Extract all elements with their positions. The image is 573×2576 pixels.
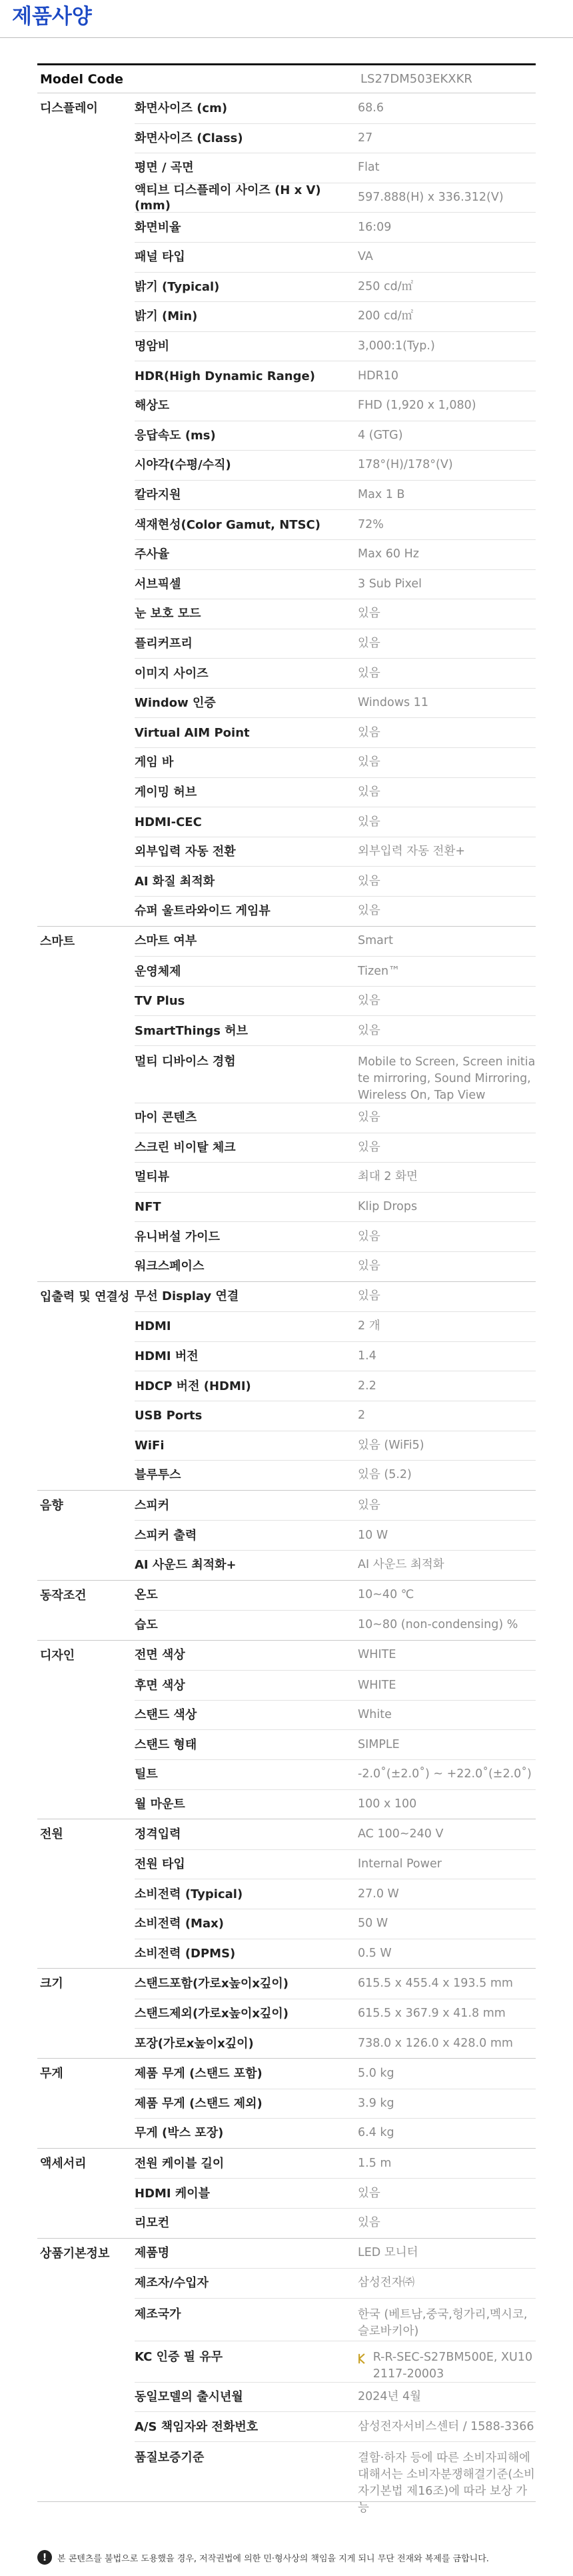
spec-value: 2 개	[358, 1319, 380, 1333]
spec-row	[135, 480, 536, 510]
spec-row	[135, 1282, 536, 1312]
spec-value: FHD (1,920 x 1,080)	[358, 399, 476, 413]
spec-row	[135, 2118, 536, 2148]
spec-value: 있음 (WiFi5)	[358, 1438, 424, 1452]
spec-row	[135, 1371, 536, 1401]
spec-value: 있음	[358, 815, 380, 829]
spec-row	[135, 1341, 536, 1371]
spec-value: 2	[358, 1409, 366, 1423]
spec-value: Mobile to Screen, Screen initiate mirroring, Sound Mirroring, Wireless On, Tap View	[358, 1055, 536, 1102]
spec-label: 무선 Display 연결	[135, 1289, 239, 1304]
spec-label: 소비전력 (DPMS)	[135, 1946, 236, 1961]
spec-row	[135, 837, 536, 867]
spec-row	[135, 629, 536, 659]
spec-label: 밝기 (Typical)	[135, 279, 220, 294]
spec-label: 액티브 디스플레이 사이즈 (H x V) (mm)	[135, 183, 321, 213]
spec-label: 스탠드 색상	[135, 1708, 197, 1723]
spec-row	[135, 2382, 536, 2412]
model-code-value: LS27DM503EKXKR	[360, 72, 472, 86]
spec-row	[135, 1401, 536, 1431]
spec-row	[135, 1819, 536, 1849]
spec-value: 3,000:1(Typ.)	[358, 339, 435, 353]
page-title: 제품사양	[12, 5, 92, 29]
spec-row	[135, 896, 536, 926]
spec-label: A/S 책임자와 전화번호	[135, 2419, 259, 2434]
spec-row	[135, 717, 536, 747]
spec-label: 무게 (박스 포장)	[135, 2126, 224, 2141]
spec-label: 소비전력 (Max)	[135, 1917, 224, 1931]
spec-row	[135, 272, 536, 302]
spec-label: HDCP 버전 (HDMI)	[135, 1379, 251, 1393]
spec-group-name: 액세서리	[40, 2156, 87, 2171]
spec-label: 화면비율	[135, 220, 181, 235]
spec-label: Virtual AIM Point	[135, 725, 250, 740]
spec-label: 틸트	[135, 1767, 158, 1782]
spec-value: -2.0˚(±2.0˚) ~ +22.0˚(±2.0˚)	[358, 1767, 532, 1781]
spec-label: 포장(가로x높이x깊이)	[135, 2036, 254, 2051]
spec-group	[37, 93, 536, 927]
spec-row	[135, 361, 536, 391]
spec-row	[135, 2441, 536, 2515]
spec-table	[37, 63, 536, 2515]
spec-value: AI 사운드 최적화	[358, 1558, 444, 1572]
spec-value: 있음	[358, 2216, 380, 2230]
spec-group-name: 음향	[40, 1498, 63, 1513]
spec-row	[135, 1849, 536, 1879]
spec-value: 10 W	[358, 1528, 388, 1542]
spec-label: 멀티 디바이스 경험	[135, 1055, 236, 1069]
spec-label: 외부입력 자동 전환	[135, 845, 236, 859]
spec-label: Window 인증	[135, 696, 216, 711]
spec-value: 있음	[358, 607, 380, 621]
spec-row	[135, 1103, 536, 1133]
spec-row	[135, 1729, 536, 1759]
spec-label: 칼라지원	[135, 488, 181, 503]
spec-row	[135, 2298, 536, 2341]
spec-group	[37, 2239, 536, 2515]
spec-label: 스마트 여부	[135, 934, 197, 949]
spec-value: 있음	[358, 874, 380, 888]
spec-row	[135, 2178, 536, 2208]
spec-value: Smart	[358, 934, 393, 948]
spec-row	[135, 93, 536, 123]
spec-label: 명암비	[135, 339, 170, 354]
spec-value: 250 cd/㎡	[358, 279, 414, 293]
spec-label: 눈 보호 모드	[135, 607, 201, 621]
spec-value: Max 60 Hz	[358, 547, 419, 561]
spec-value: 있음	[358, 725, 380, 739]
spec-label: 플리커프리	[135, 636, 193, 651]
spec-label: 밝기 (Min)	[135, 309, 198, 324]
spec-value: 있음	[358, 994, 380, 1008]
spec-row	[135, 450, 536, 480]
spec-row	[135, 747, 536, 777]
spec-label: 리모컨	[135, 2216, 170, 2231]
spec-group	[37, 2149, 536, 2239]
spec-label: 온도	[135, 1588, 158, 1603]
spec-group	[37, 1491, 536, 1581]
spec-row	[135, 421, 536, 451]
spec-label: 전원 케이블 길이	[135, 2156, 225, 2171]
spec-groups	[37, 93, 536, 2515]
spec-value: 615.5 x 367.9 x 41.8 mm	[358, 2007, 506, 2021]
spec-value: 50 W	[358, 1917, 388, 1931]
spec-label: 화면사이즈 (cm)	[135, 101, 228, 115]
spec-row	[135, 599, 536, 629]
spec-row	[135, 1969, 536, 1999]
spec-label: TV Plus	[135, 994, 185, 1009]
spec-value: 0.5 W	[358, 1946, 392, 1960]
kc-mark-icon	[358, 2351, 366, 2367]
spec-value: Internal Power	[358, 1857, 442, 1871]
spec-row	[135, 1192, 536, 1222]
spec-group-name: 스마트	[40, 934, 75, 949]
spec-value: 최대 2 화면	[358, 1170, 418, 1184]
spec-row	[135, 1431, 536, 1461]
spec-row	[135, 1670, 536, 1700]
spec-group-name: 디자인	[40, 1648, 75, 1663]
spec-label: 동일모델의 출시년월	[135, 2390, 243, 2405]
spec-row	[135, 2239, 536, 2269]
spec-label: 해상도	[135, 399, 170, 413]
spec-label: 게임 바	[135, 755, 174, 770]
spec-row	[135, 2268, 536, 2298]
spec-value: 27	[358, 131, 373, 145]
spec-row	[135, 1610, 536, 1640]
spec-label: 스탠드 형태	[135, 1737, 197, 1752]
spec-row	[135, 1491, 536, 1521]
spec-group	[37, 927, 536, 1282]
spec-value: 있음	[358, 666, 380, 680]
spec-row	[135, 242, 536, 272]
spec-label: 정격입력	[135, 1827, 181, 1842]
copyright-text: 본 콘텐츠를 불법으로 도용했을 경우, 저작권법에 의한 민·형사상의 책임을 지게 되니 무단 전재와 복제를 금합니다.	[57, 2553, 489, 2564]
spec-row	[135, 866, 536, 896]
spec-label: 운영체제	[135, 964, 181, 979]
spec-value: 삼성전자㈜	[358, 2276, 415, 2290]
spec-row	[135, 1789, 536, 1819]
spec-label: 월 마운트	[135, 1797, 185, 1811]
spec-row	[135, 509, 536, 539]
spec-label: 주사율	[135, 547, 170, 562]
title-divider	[0, 37, 573, 38]
spec-label: 품질보증기준	[135, 2450, 205, 2465]
spec-value: 16:09	[358, 220, 392, 234]
spec-row	[135, 1311, 536, 1341]
spec-row	[135, 2028, 536, 2058]
spec-label: 스크린 비이탈 체크	[135, 1140, 236, 1155]
spec-value: HDR10	[358, 369, 399, 383]
spec-value: 있음	[358, 904, 380, 918]
spec-row	[135, 2341, 536, 2382]
spec-value: 있음	[358, 1289, 380, 1303]
spec-label: 제품명	[135, 2246, 170, 2261]
spec-value: 있음	[358, 636, 380, 650]
spec-group	[37, 1581, 536, 1641]
spec-value: 200 cd/㎡	[358, 309, 414, 323]
spec-value: 10~40 ℃	[358, 1588, 414, 1602]
spec-label: 습도	[135, 1618, 158, 1633]
spec-value: White	[358, 1708, 392, 1722]
spec-value: Tizen™	[358, 964, 400, 978]
spec-row	[135, 1162, 536, 1192]
spec-value: WHITE	[358, 1648, 396, 1662]
spec-row	[135, 1133, 536, 1163]
spec-value: WHITE	[358, 1678, 396, 1692]
spec-row	[135, 2208, 536, 2238]
spec-group-name: 전원	[40, 1827, 63, 1842]
spec-label: 스탠드포함(가로x높이x깊이)	[135, 1977, 288, 1991]
spec-value: Flat	[358, 161, 380, 175]
spec-label: 스탠드제외(가로x높이x깊이)	[135, 2007, 288, 2021]
spec-label: 색재현성(Color Gamut, NTSC)	[135, 517, 320, 532]
spec-value: 178°(H)/178°(V)	[358, 458, 453, 472]
spec-label: HDMI 버전	[135, 1349, 199, 1364]
spec-row	[135, 212, 536, 242]
spec-label: 스피커	[135, 1498, 170, 1513]
spec-row	[135, 1015, 536, 1045]
spec-value: 있음	[358, 1140, 380, 1154]
spec-row	[135, 777, 536, 807]
spec-row	[135, 391, 536, 421]
spec-label: AI 화질 최적화	[135, 874, 215, 889]
spec-label: NFT	[135, 1200, 161, 1215]
spec-label: 제품 무게 (스탠드 제외)	[135, 2096, 263, 2111]
spec-value: 있음	[358, 2186, 380, 2200]
spec-label: 전면 색상	[135, 1648, 185, 1663]
spec-row	[135, 2089, 536, 2119]
spec-value: AC 100~240 V	[358, 1827, 444, 1841]
spec-row	[135, 986, 536, 1016]
spec-label: USB Ports	[135, 1409, 203, 1423]
spec-label: 패널 타입	[135, 250, 185, 265]
spec-row	[135, 1221, 536, 1251]
spec-group	[37, 2059, 536, 2149]
spec-label: 응답속도 (ms)	[135, 428, 216, 443]
spec-value: 3 Sub Pixel	[358, 577, 422, 591]
spec-value: 3.9 kg	[358, 2096, 394, 2110]
spec-value: 100 x 100	[358, 1797, 417, 1811]
spec-value: 외부입력 자동 전환+	[358, 845, 466, 859]
spec-row	[135, 1460, 536, 1490]
alert-icon: !	[37, 2550, 52, 2565]
spec-label: AI 사운드 최적화+	[135, 1558, 237, 1573]
spec-label: 전원 타입	[135, 1857, 185, 1872]
spec-value: 있음	[358, 755, 380, 769]
spec-label: 이미지 사이즈	[135, 666, 209, 681]
spec-value: 738.0 x 126.0 x 428.0 mm	[358, 2036, 513, 2050]
spec-value: 2024년 4월	[358, 2390, 422, 2404]
spec-row	[135, 2059, 536, 2089]
spec-value: LED 모니터	[358, 2246, 418, 2260]
spec-value: 2.2	[358, 1379, 376, 1393]
spec-row	[135, 2411, 536, 2441]
spec-label: SmartThings 허브	[135, 1023, 249, 1038]
spec-value: Windows 11	[358, 696, 428, 710]
spec-value: Klip Drops	[358, 1200, 418, 1214]
spec-row	[135, 301, 536, 331]
spec-label: HDR(High Dynamic Range)	[135, 369, 315, 383]
spec-value: 597.888(H) x 336.312(V)	[358, 191, 504, 205]
spec-row	[135, 1581, 536, 1611]
spec-value: 있음	[358, 1023, 380, 1037]
spec-row	[135, 1641, 536, 1671]
model-code-label: Model Code	[40, 71, 124, 87]
spec-group	[37, 1282, 536, 1491]
spec-label: 시야각(수평/수직)	[135, 458, 231, 473]
spec-row	[135, 807, 536, 837]
spec-row	[135, 1251, 536, 1281]
spec-value: R-R-SEC-S27BM500E, XU102117-20003	[372, 2350, 533, 2381]
spec-row	[135, 1909, 536, 1939]
spec-label: WiFi	[135, 1438, 165, 1453]
spec-row	[135, 1520, 536, 1550]
spec-row	[135, 153, 536, 183]
spec-row	[135, 658, 536, 688]
spec-label: HDMI-CEC	[135, 815, 202, 829]
spec-value: SIMPLE	[358, 1737, 400, 1751]
spec-label: 워크스페이스	[135, 1259, 205, 1274]
spec-value: VA	[358, 250, 373, 264]
spec-group	[37, 1641, 536, 1820]
spec-value: 있음	[358, 785, 380, 799]
spec-label: 화면사이즈 (Class)	[135, 131, 243, 145]
spec-value: 72%	[358, 517, 384, 531]
spec-row	[135, 927, 536, 957]
spec-row	[135, 2149, 536, 2179]
spec-value: 10~80 (non-condensing) %	[358, 1618, 518, 1632]
spec-group	[37, 1969, 536, 2059]
spec-row	[135, 1939, 536, 1969]
spec-label: 제조국가	[135, 2307, 181, 2321]
spec-group-name: 디스플레이	[40, 101, 98, 115]
spec-label: 유니버설 가이드	[135, 1229, 220, 1244]
spec-value: 있음	[358, 1229, 380, 1243]
kc-certification	[358, 2349, 536, 2383]
spec-value: 27.0 W	[358, 1887, 399, 1901]
spec-label: KC 인증 필 유무	[135, 2349, 223, 2364]
spec-row	[135, 331, 536, 361]
spec-label: 평면 / 곡면	[135, 161, 194, 175]
spec-group-name: 무게	[40, 2067, 63, 2081]
spec-value: 있음	[358, 1111, 380, 1125]
spec-group-name: 상품기본정보	[40, 2246, 110, 2261]
spec-value: 한국 (베트남,중국,헝가리,멕시코,슬로바키아)	[358, 2307, 528, 2338]
spec-row	[135, 1999, 536, 2029]
spec-label: 제조자/수입자	[135, 2276, 209, 2291]
spec-label: 게이밍 허브	[135, 785, 197, 799]
spec-row	[135, 1550, 536, 1580]
spec-label: 소비전력 (Typical)	[135, 1887, 243, 1901]
spec-label: 스피커 출력	[135, 1528, 197, 1543]
spec-row	[135, 956, 536, 986]
spec-value: 있음 (5.2)	[358, 1468, 412, 1482]
spec-row	[135, 1700, 536, 1730]
spec-value: 있음	[358, 1498, 380, 1512]
spec-row	[135, 569, 536, 599]
spec-value: 결함·하자 등에 따른 소비자피해에 대해서는 소비자분쟁해결기준(소비자기본법 제16조)에 따라 보상 가능	[358, 2451, 535, 2515]
spec-label: HDMI	[135, 1319, 171, 1334]
spec-row	[135, 183, 536, 213]
spec-value: 1.4	[358, 1349, 376, 1363]
spec-value: 있음	[358, 1259, 380, 1273]
spec-value: 1.5 m	[358, 2156, 392, 2170]
spec-label: 후면 색상	[135, 1678, 185, 1693]
spec-label: 블루투스	[135, 1468, 181, 1483]
spec-row	[135, 1759, 536, 1789]
spec-value: 5.0 kg	[358, 2066, 394, 2080]
spec-group-name: 입출력 및 연결성	[40, 1289, 130, 1304]
spec-label: HDMI 케이블	[135, 2186, 211, 2201]
spec-label: 서브픽셀	[135, 577, 181, 591]
model-code-row	[37, 63, 536, 93]
spec-value: 삼성전자서비스센터 / 1588-3366	[358, 2419, 534, 2433]
spec-row	[135, 688, 536, 718]
spec-label: 제품 무게 (스탠드 포함)	[135, 2066, 263, 2081]
spec-row	[135, 1045, 536, 1103]
spec-label: 슈퍼 울트라와이드 게임뷰	[135, 904, 271, 919]
spec-group-name: 크기	[40, 1977, 63, 1991]
spec-group	[37, 1819, 536, 1969]
spec-row	[135, 539, 536, 569]
spec-row	[135, 123, 536, 153]
spec-group-name: 동작조건	[40, 1588, 87, 1603]
spec-value: 615.5 x 455.4 x 193.5 mm	[358, 1977, 513, 1991]
spec-label: 마이 콘텐츠	[135, 1111, 197, 1125]
spec-value: 6.4 kg	[358, 2126, 394, 2140]
spec-value: Max 1 B	[358, 488, 405, 502]
spec-value: 68.6	[358, 101, 384, 115]
spec-row	[135, 1879, 536, 1909]
spec-label: 멀티뷰	[135, 1170, 170, 1185]
copyright-notice	[37, 2550, 544, 2565]
spec-value: 4 (GTG)	[358, 428, 403, 442]
